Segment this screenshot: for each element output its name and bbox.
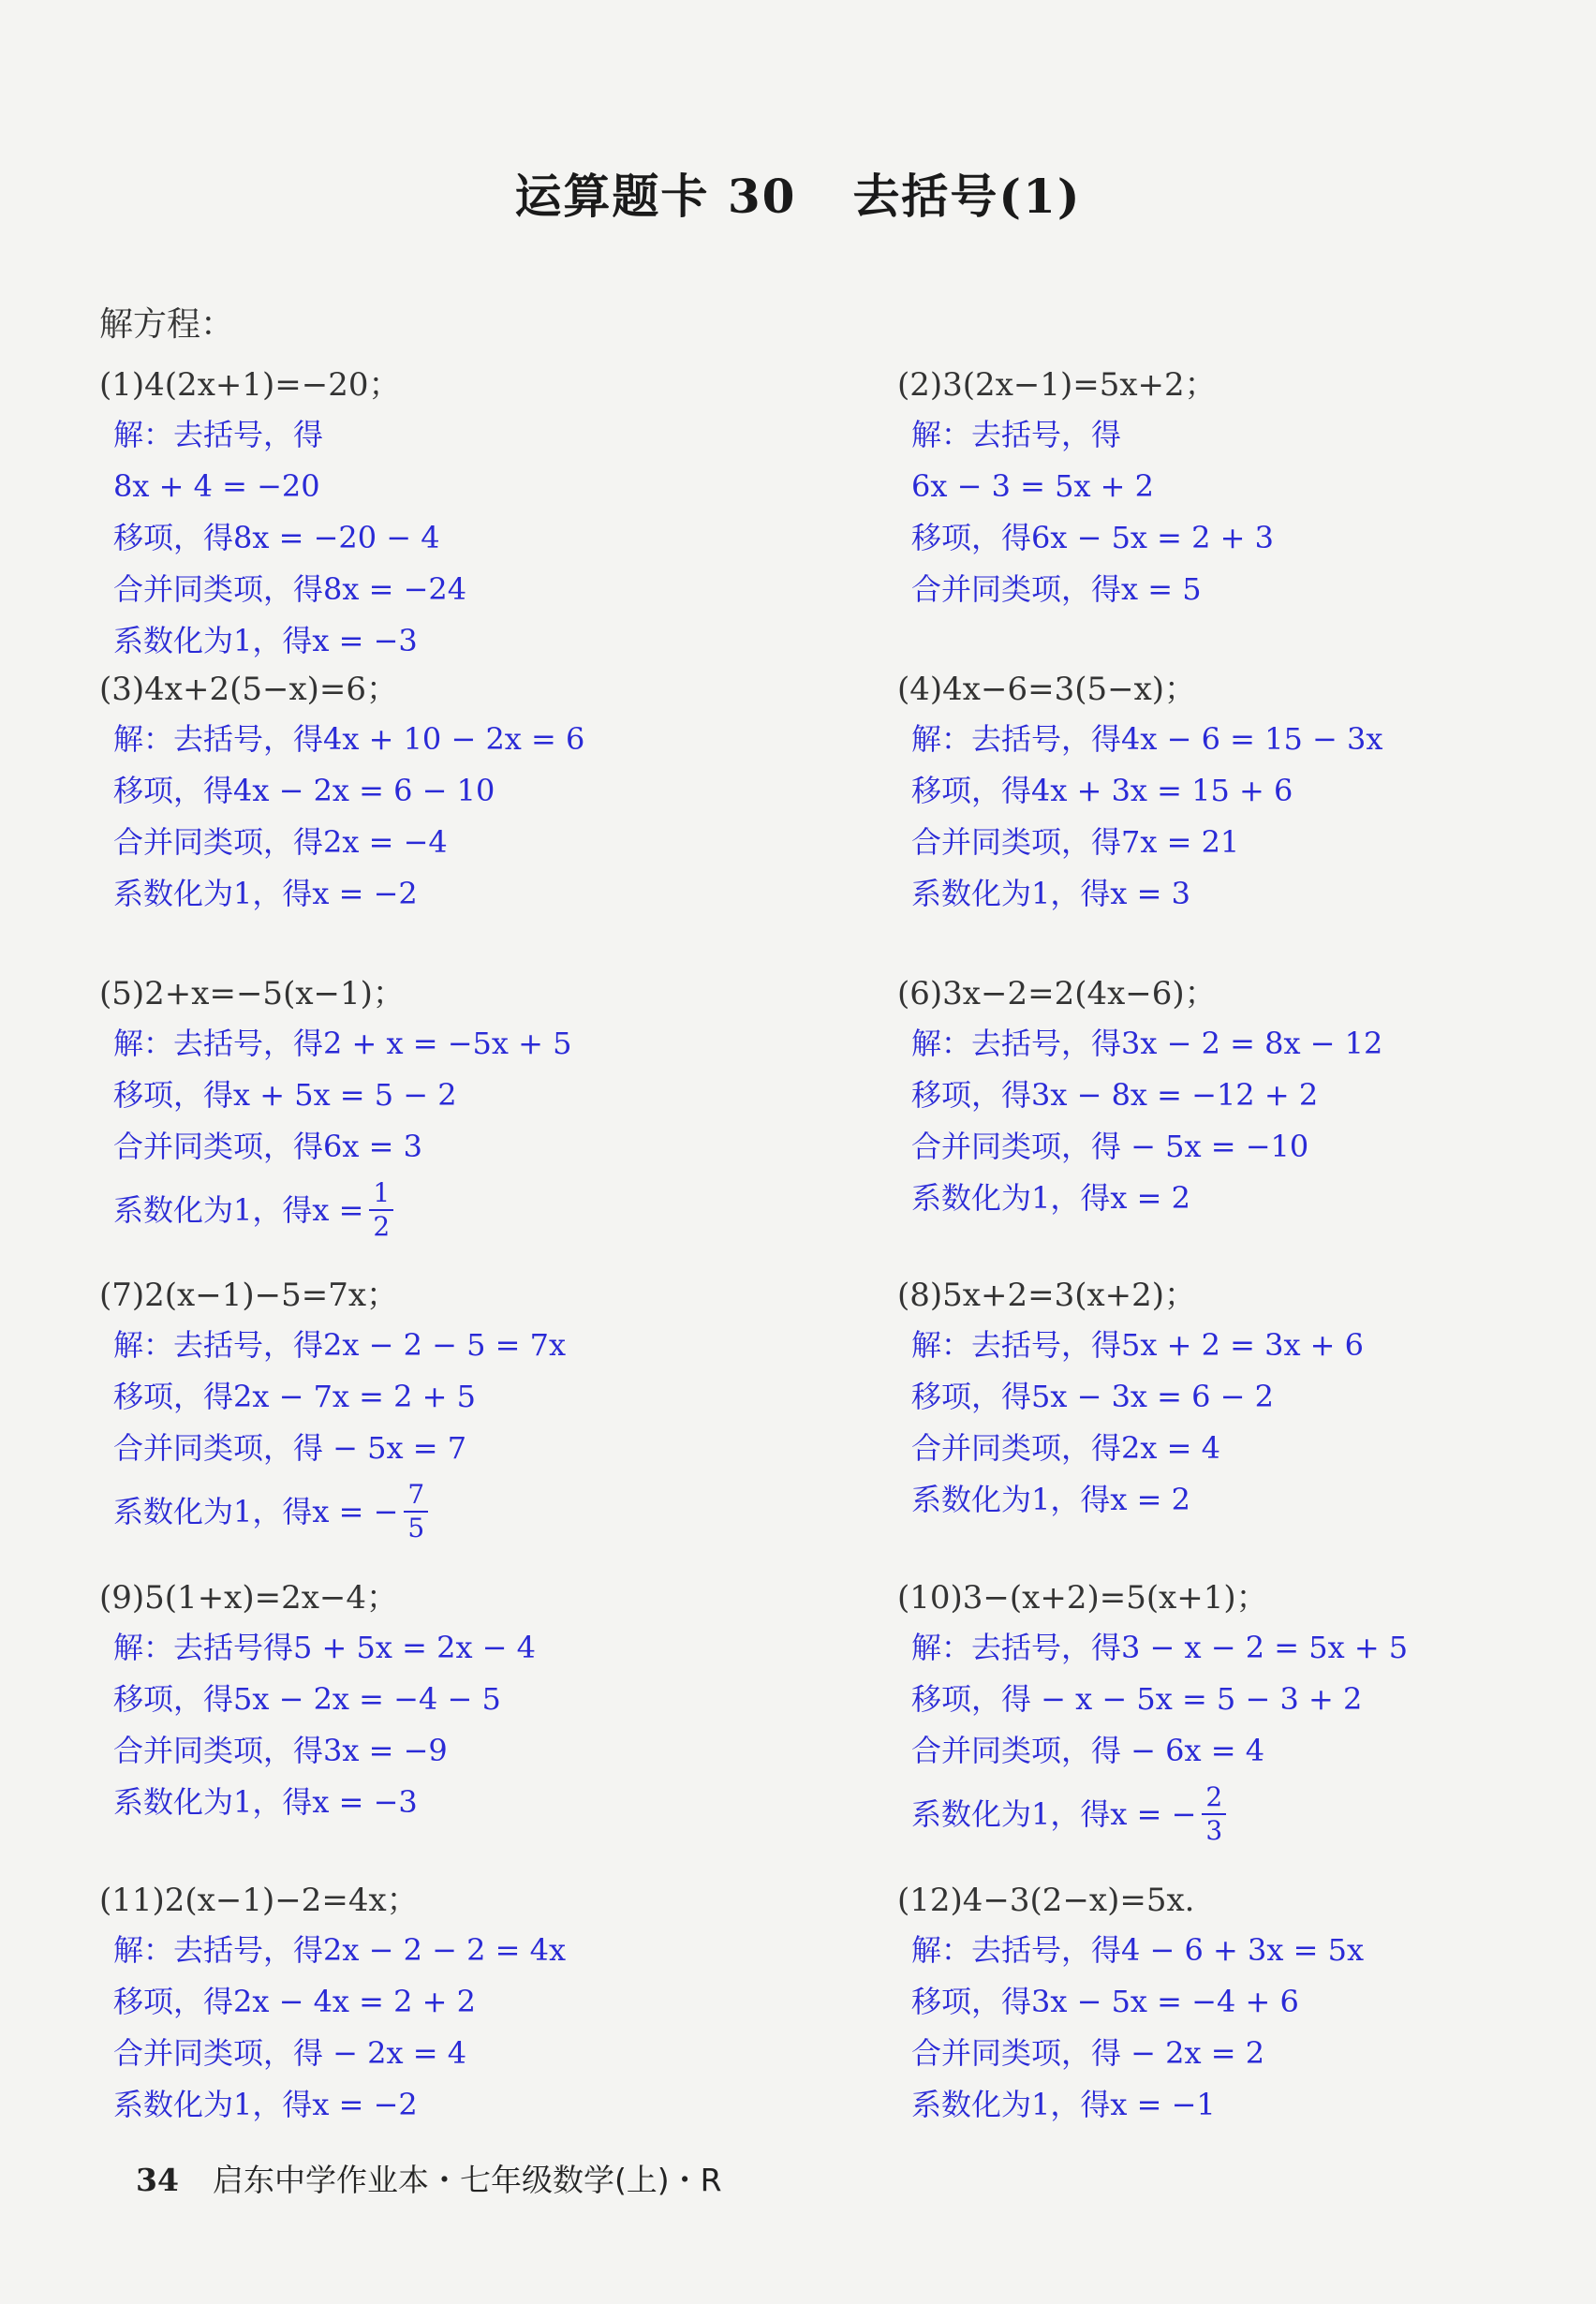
solution-step: 解：去括号，得4x + 10 − 2x = 6	[113, 721, 585, 757]
solution-step: 移项，得5x − 2x = −4 − 5	[113, 1681, 501, 1717]
solution-step	[99, 1173, 811, 1248]
solution-step: 系数化为1，得x = 2	[911, 1482, 1190, 1517]
page-number: 34	[136, 2162, 179, 2198]
problem-question: (9)5(1+x)=2x−4；	[99, 1579, 399, 1617]
solution-step: 合并同类项，得 − 5x = 7	[113, 1430, 467, 1466]
problem-12	[897, 1876, 1596, 2131]
title-main: 运算题卡 30	[514, 169, 797, 224]
intro-text: 解方程：	[99, 305, 235, 344]
problem-question: (8)5x+2=3(x+2)；	[897, 1277, 1197, 1314]
problem-question: (5)2+x=−5(x−1)；	[99, 975, 405, 1012]
solution-step: 移项，得3x − 5x = −4 + 6	[911, 1984, 1299, 2019]
solution-step: 合并同类项，得2x = 4	[911, 1430, 1220, 1466]
solution-step: 系数化为1，得x = −3	[113, 623, 418, 658]
solution-step: 系数化为1，得x = −2	[113, 2087, 418, 2122]
problem-question: (7)2(x−1)−5=7x；	[99, 1277, 399, 1314]
problem-question: (3)4x+2(5−x)=6；	[99, 671, 399, 708]
solution-step: 解：去括号，得5x + 2 = 3x + 6	[911, 1327, 1365, 1363]
problem-6	[897, 969, 1596, 1224]
solution-step: 解：去括号，得2x − 2 − 5 = 7x	[113, 1327, 567, 1363]
problem-9	[99, 1573, 811, 1828]
page-footer	[136, 2156, 722, 2200]
problem-question: (1)4(2x+1)=−20；	[99, 366, 401, 404]
solution-step: 解：去括号，得	[911, 417, 1122, 452]
solution-step: 合并同类项，得 − 2x = 2	[911, 2035, 1265, 2071]
problem-question: (12)4−3(2−x)=5x.	[897, 1882, 1195, 1919]
solution-step: 系数化为1，得x = 3	[911, 876, 1190, 911]
problem-question: (11)2(x−1)−2=4x；	[99, 1882, 419, 1919]
denominator: 2	[373, 1211, 391, 1242]
solution-step: 移项，得2x − 7x = 2 + 5	[113, 1379, 477, 1414]
problem-11	[99, 1876, 811, 2131]
numerator: 7	[404, 1479, 428, 1513]
solution-step: 解：去括号，得3 − x − 2 = 5x + 5	[911, 1630, 1409, 1665]
problem-7	[99, 1271, 811, 1549]
step-text: 系数化为1，得x =	[113, 1191, 364, 1228]
problem-10	[897, 1573, 1596, 1852]
solution-step: 移项，得2x − 4x = 2 + 2	[113, 1984, 477, 2019]
solution-step: 合并同类项，得7x = 21	[911, 824, 1240, 860]
solution-step: 解：去括号，得4x − 6 = 15 − 3x	[911, 721, 1383, 757]
solution-step: 移项，得4x − 2x = 6 − 10	[113, 773, 495, 808]
problem-2	[897, 361, 1596, 615]
step-text: 系数化为1，得x = −	[911, 1795, 1197, 1832]
solution-step: 解：去括号，得2 + x = −5x + 5	[113, 1026, 572, 1061]
solution-step: 合并同类项，得3x = −9	[113, 1733, 448, 1768]
denominator: 3	[1205, 1815, 1223, 1846]
problem-3	[99, 665, 811, 920]
solution-step: 8x + 4 = −20	[113, 468, 320, 504]
denominator: 5	[407, 1513, 425, 1543]
solution-step: 移项，得3x − 8x = −12 + 2	[911, 1077, 1319, 1113]
numerator: 1	[369, 1177, 393, 1211]
problem-question: (2)3(2x−1)=5x+2；	[897, 366, 1217, 404]
solution-step: 合并同类项，得2x = −4	[113, 824, 448, 860]
solution-step: 解：去括号，得2x − 2 − 2 = 4x	[113, 1932, 567, 1968]
fraction	[369, 1177, 393, 1243]
fraction	[1202, 1781, 1226, 1847]
solution-step: 解：去括号，得3x − 2 = 8x − 12	[911, 1026, 1383, 1061]
problem-5	[99, 969, 811, 1248]
title-sub: 去括号(1)	[852, 169, 1082, 224]
solution-step: 解：去括号得5 + 5x = 2x − 4	[113, 1630, 537, 1665]
solution-step	[897, 1777, 1596, 1852]
solution-step: 移项，得x + 5x = 5 − 2	[113, 1077, 457, 1113]
solution-step: 系数化为1，得x = 2	[911, 1180, 1190, 1216]
page-title	[0, 159, 1596, 227]
book-title: 启东中学作业本・七年级数学(上)・R	[212, 2162, 722, 2198]
solution-step: 合并同类项，得 − 2x = 4	[113, 2035, 467, 2071]
solution-step: 移项，得 − x − 5x = 5 − 3 + 2	[911, 1681, 1363, 1717]
step-text: 系数化为1，得x = −	[113, 1493, 399, 1529]
solution-step: 移项，得5x − 3x = 6 − 2	[911, 1379, 1275, 1414]
solution-step: 系数化为1，得x = −1	[911, 2087, 1216, 2122]
solution-step: 解：去括号，得4 − 6 + 3x = 5x	[911, 1932, 1365, 1968]
solution-step: 移项，得6x − 5x = 2 + 3	[911, 520, 1275, 555]
problem-1	[99, 361, 811, 667]
solution-step: 合并同类项，得8x = −24	[113, 571, 467, 607]
solution-step: 系数化为1，得x = −3	[113, 1784, 418, 1820]
solution-step: 合并同类项，得 − 5x = −10	[911, 1129, 1309, 1164]
solution-step: 解：去括号，得	[113, 417, 324, 452]
problem-question: (6)3x−2=2(4x−6)；	[897, 975, 1217, 1012]
problem-4	[897, 665, 1596, 920]
problem-question: (10)3−(x+2)=5(x+1)；	[897, 1579, 1268, 1617]
solution-step: 移项，得8x = −20 − 4	[113, 520, 440, 555]
solution-step	[99, 1474, 811, 1549]
numerator: 2	[1202, 1781, 1226, 1815]
solution-step: 合并同类项，得x = 5	[911, 571, 1202, 607]
solution-step: 合并同类项，得 − 6x = 4	[911, 1733, 1265, 1768]
fraction	[404, 1479, 428, 1544]
solution-step: 6x − 3 = 5x + 2	[911, 468, 1154, 504]
problem-question: (4)4x−6=3(5−x)；	[897, 671, 1197, 708]
problem-8	[897, 1271, 1596, 1526]
solution-step: 合并同类项，得6x = 3	[113, 1129, 422, 1164]
solution-step: 移项，得4x + 3x = 15 + 6	[911, 773, 1293, 808]
solution-step: 系数化为1，得x = −2	[113, 876, 418, 911]
